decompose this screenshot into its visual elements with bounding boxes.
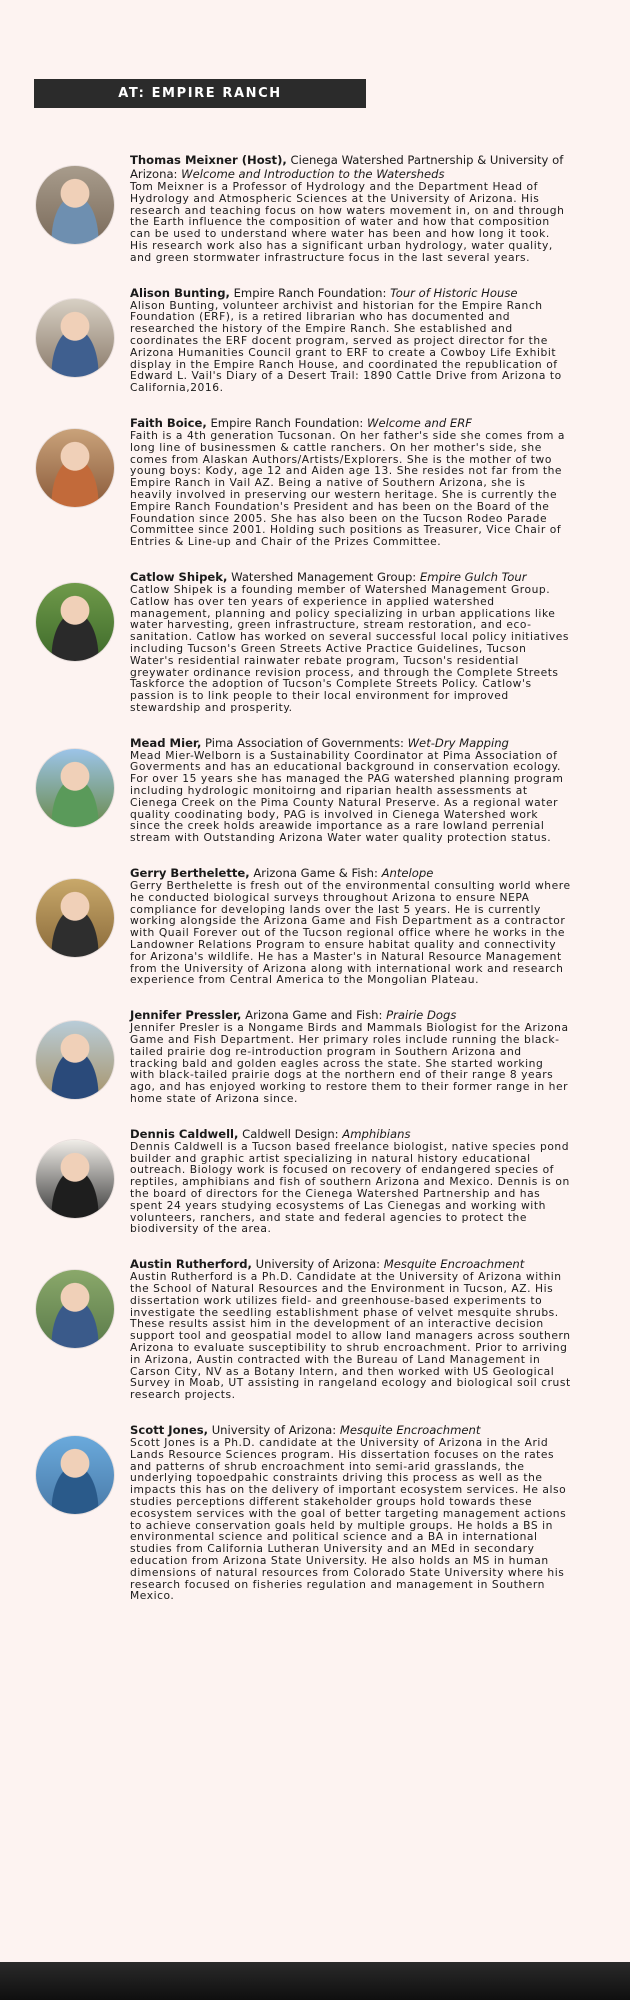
speaker-photo-avatar — [36, 1270, 114, 1348]
speaker-details — [130, 286, 571, 394]
speaker-header — [130, 866, 571, 880]
talk-title: Mesquite Encroachment — [339, 1422, 481, 1437]
speaker-name: Alison Bunting, — [130, 285, 230, 300]
speaker-bio: Catlow Shipek is a founding member of Watershed Management Group. Catlow has over ten years of experience in applied watershed management, planning and policy specializing in urban applications like water harvesting, green infrastructure, stream restoration, and eco-sanitation. Catlow has worked on several successful local policy initiatives including Tucson's Green Streets Active Practice Guidelines, Tucson Water's residential rainwater rebate program, Tucson's residential greywater ordinance revision process, and through the Complete Streets Taskforce the adoption of Tucson's Complete Streets Policy. Catlow's passion is to link people to their local environment for improved stewardship and prosperity. — [130, 582, 570, 714]
speaker-bio: Jennifer Presler is a Nongame Birds and Mammals Biologist for the Arizona Game and Fish Department. Her primary roles include running the black-tailed prairie dog re-introduction program in Southern Arizona and tracking bald and golden eagles across the state. She started working with black-tailed prairie dogs at the northern end of their range 8 years ago, and has enjoyed working to restore them to their former range in her home state of Arizona since. — [130, 1021, 569, 1106]
talk-title: Wet-Dry Mapping — [407, 735, 509, 750]
speaker-details — [130, 1257, 571, 1401]
talk-title: Welcome and Introduction to the Watersheds — [181, 167, 445, 181]
speaker-entry — [36, 1257, 571, 1401]
speaker-header — [130, 1257, 571, 1271]
speaker-bio: Mead Mier-Welborn is a Sustainability Coordinator at Pima Association of Goverments and has an educational background in conservation ecology. For over 15 years she has managed the PAG watershed planning program including hydrologic monitoirng and riparian health assessments at Cienega Creek on the Pima County Natural Preserve. As a regional water quality coodinating body, PAG is involved in Cienega Watershed work since the creek holds areawide importance as a rare lowland perrenial stream with Outstanding Arizona Water water quality protection status. — [130, 748, 564, 845]
speaker-name: Dennis Caldwell, — [130, 1126, 239, 1141]
speaker-photo-avatar — [36, 749, 114, 827]
speaker-header — [130, 1008, 571, 1022]
talk-title: Empire Gulch Tour — [419, 569, 527, 584]
speaker-organization: University of Arizona: — [208, 1422, 340, 1437]
speaker-details — [130, 866, 571, 986]
speaker-photo-avatar — [36, 166, 114, 244]
speaker-entry — [36, 416, 571, 548]
speaker-header — [130, 1423, 571, 1437]
speaker-entry — [36, 286, 571, 394]
talk-title: Mesquite Encroachment — [383, 1257, 525, 1272]
speaker-entry — [36, 153, 571, 264]
talk-title: Amphibians — [342, 1126, 411, 1141]
speaker-header — [130, 736, 571, 750]
speaker-photo-avatar — [36, 583, 114, 661]
speaker-details — [130, 570, 571, 714]
speaker-header — [130, 416, 571, 430]
speaker-photo-avatar — [36, 879, 114, 957]
speaker-bio: Gerry Berthelette is fresh out of the environmental consulting world where he conducted biological surveys throughout Arizona to ensure NEPA compliance for developing lands over the last 5 years. He is currently working alongside the Arizona Game and Fish Department as a contractor with Quail Forever out of the Tucson regional office where he works in the Landowner Relations Program to ensure habitat quality and connectivity for Arizona's wildlife. He has a Master's in Natural Resource Management from the University of Arizona along with international work and research experience from Central America to the Mongolian Plateau. — [130, 879, 571, 987]
speaker-header — [130, 153, 571, 181]
speaker-bio: Dennis Caldwell is a Tucson based freelance biologist, native species pond builder and graphic artist specializing in natural history educational outreach. Biology work is focused on recovery of endangered species of reptiles, amphibians and fish of southern Arizona and Mexico. Dennis is on the board of directors for the Cienega Watershed Partnership and has spent 24 years studying ecosystems of Las Cienegas and working with volunteers, ranchers, and state and federal agencies to protect the biodiversity of the area. — [130, 1139, 570, 1236]
speaker-list — [36, 153, 571, 1602]
speaker-details — [130, 1127, 571, 1235]
speaker-name: Jennifer Pressler, — [130, 1008, 242, 1023]
speaker-photo-avatar — [36, 1021, 114, 1099]
speaker-bio: Tom Meixner is a Professor of Hydrology and the Department Head of Hydrology and Atmospheric Sciences at the University of Arizona. His research and teaching focus on how waters movement in, on and through the Earth influence the composition of water and how that composition can be used to understand where water has been and how long it took. His research work also has a significant urban hydrology, water quality, and green stormwater infrastructure focus in the last several years. — [130, 180, 565, 264]
speaker-organization: Cienega Watershed Partnership & University of Arizona: — [130, 153, 564, 181]
speaker-name: Thomas Meixner (Host), — [130, 153, 287, 167]
speaker-photo-avatar — [36, 1140, 114, 1218]
speaker-details — [130, 416, 571, 548]
speaker-organization: Caldwell Design: — [238, 1126, 343, 1141]
speaker-name: Catlow Shipek, — [130, 569, 228, 584]
speaker-entry — [36, 1008, 571, 1105]
speaker-details — [130, 153, 571, 264]
footer-texture-strip — [0, 1962, 630, 2000]
speaker-organization: University of Arizona: — [251, 1257, 384, 1272]
talk-title: Welcome and ERF — [366, 415, 472, 430]
speaker-organization: Watershed Management Group: — [227, 569, 420, 584]
talk-title: Prairie Dogs — [386, 1008, 457, 1023]
speaker-organization: Empire Ranch Foundation: — [229, 285, 391, 300]
speaker-photo-avatar — [36, 1436, 114, 1514]
speaker-name: Scott Jones, — [130, 1422, 209, 1437]
speaker-name: Austin Rutherford, — [130, 1257, 252, 1272]
speaker-organization: Empire Ranch Foundation: — [206, 415, 367, 430]
speaker-header — [130, 286, 571, 300]
speaker-name: Mead Mier, — [130, 735, 202, 750]
speaker-entry — [36, 866, 571, 986]
speaker-header — [130, 1127, 571, 1141]
talk-title: Tour of Historic House — [390, 285, 518, 300]
speaker-entry — [36, 1127, 571, 1235]
speaker-name: Gerry Berthelette, — [130, 866, 250, 881]
speaker-entry — [36, 736, 571, 844]
speaker-details — [130, 736, 571, 844]
talk-title: Antelope — [381, 866, 434, 881]
speaker-bio: Scott Jones is a Ph.D. candidate at the University of Arizona in the Arid Lands Resource Sciences program. His dissertation focuses on the rates and patterns of shrub encroachment into semi-arid grasslands, the underlying topoedpahic constraints driving this process as well as the impacts this has on the delivery of important ecosystem services. He also studies perceptions different stakeholder groups hold towards these ecosystem services with the goal of better targeting management actions to achieve conservation goals held by multiple groups. He holds a BS in environmental science and political science and a BA in international studies from California Lutheran University and an MEd in secondary education from Arizona State University. He also holds an MS in human dimensions of natural resources from Colorado State University where his research focused on fisheries regulation and management in Southern Mexico. — [130, 1435, 567, 1603]
speaker-details — [130, 1423, 571, 1602]
speaker-header — [130, 570, 571, 584]
speaker-organization: Arizona Game & Fish: — [249, 866, 382, 881]
speaker-photo-avatar — [36, 429, 114, 507]
speaker-photo-avatar — [36, 299, 114, 377]
speaker-name: Faith Boice, — [130, 415, 207, 430]
speaker-organization: Pima Association of Governments: — [201, 735, 408, 750]
speaker-bio: Faith is a 4th generation Tucsonan. On her father's side she comes from a long line of businessmen & cattle ranchers. On her mother's side, she comes from Alaskan Authors/Artists/Explorers. She is the mother of two young boys: Kody, age 12 and Aiden age 13. She resides not far from the Empire Ranch in Vail AZ. Being a native of Southern Arizona, she is heavily involved in preserving our western heritage. She is currently the Empire Ranch Foundation's President and has been on the Board of the Foundation since 2005. She has also been on the Tucson Rodeo Parade Committee since 2001. Holding such positions as Treasurer, Vice Chair of Entries & Line-up and Chair of the Prizes Committee. — [130, 428, 565, 549]
speaker-details — [130, 1008, 571, 1105]
speaker-entry — [36, 570, 571, 714]
speaker-bio: Austin Rutherford is a Ph.D. Candidate at the University of Arizona within the School of Natural Resources and the Environment in Tucson, AZ. His dissertation work utilizes field- and greenhouse-based experiments to investigate the seedling establishment phase of velvet mesquite shrubs. These results assist him in the development of an interactive decision support tool and geospatial model to allow land managers across southern Arizona to evaluate susceptibility to shrub encroachment. Prior to arriving in Arizona, Austin contracted with the Bureau of Land Management in Carson City, NV as a Botany Intern, and then worked with US Geological Survey in Moab, UT assisting in rangeland ecology and biological soil crust research projects. — [130, 1270, 571, 1402]
speaker-entry — [36, 1423, 571, 1602]
speaker-bio: Alison Bunting, volunteer archivist and historian for the Empire Ranch Foundation (ERF), is a retired librarian who has documented and researched the history of the Empire Ranch. She established and coordinates the ERF docent program, served as project director for the Arizona Humanities Council grant to ERF to create a Cowboy Life Exhibit display in the Empire Ranch House, and coordinated the republication of Edward L. Vail's Diary of a Desert Trail: 1890 Cattle Drive from Arizona to California,2016. — [130, 298, 562, 395]
event-location-banner: AT: EMPIRE RANCH — [34, 79, 366, 108]
speaker-organization: Arizona Game and Fish: — [241, 1008, 387, 1023]
